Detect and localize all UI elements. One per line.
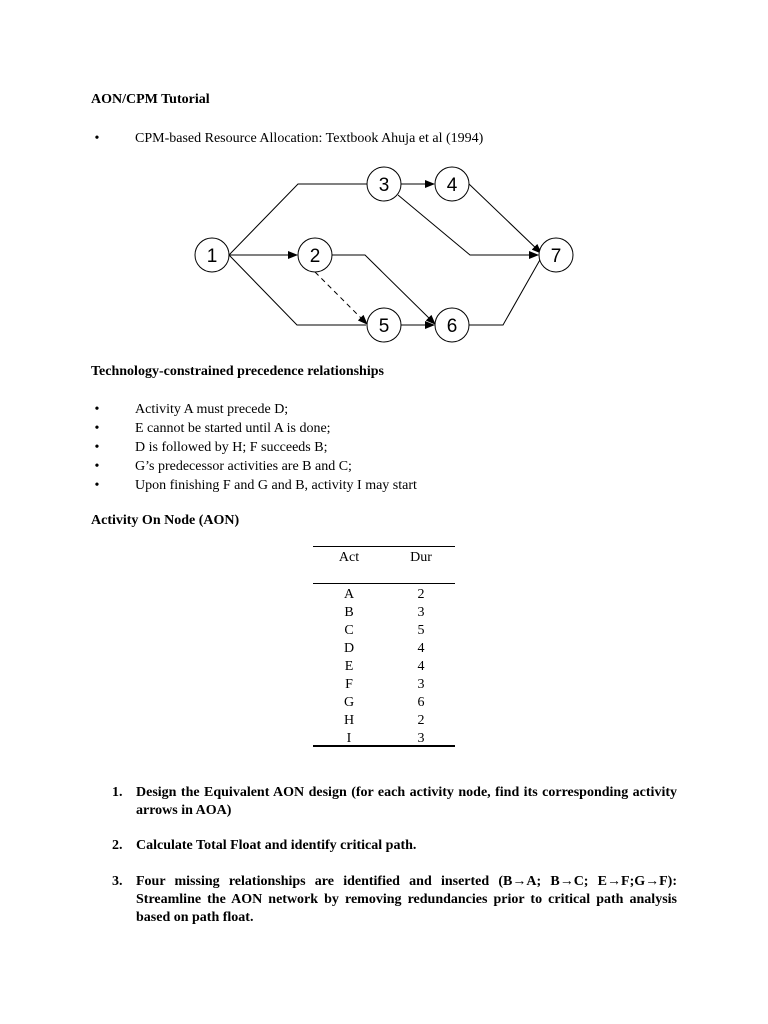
table-cell-act: F [345, 677, 353, 692]
node-4 [435, 167, 469, 201]
node-2 [298, 238, 332, 272]
node-5 [367, 308, 401, 342]
arrow-6-7 [469, 258, 541, 325]
svg-text:6: 6 [446, 316, 458, 337]
table-header-dur: Dur [410, 550, 432, 565]
table-cell-act: H [343, 713, 355, 728]
intro-bullet-text: CPM-based Resource Allocation: Textbook Ahuja et al (1994) [135, 131, 484, 146]
precedence-heading: Technology-constrained precedence relationships [91, 364, 384, 379]
arrow-2-5-dummy [315, 272, 367, 324]
page-title: AON/CPM Tutorial [91, 92, 210, 107]
question-text: Four missing relationships are identified and inserted (B→A; B→C; E→F;G→F): Streamline the AON network by removing redundancies prior to critical path analysis based on path float. [136, 874, 677, 925]
question-text: Calculate Total Float and identify critical path. [136, 838, 417, 853]
table-cell-act: G [343, 695, 355, 710]
svg-text:2: 2 [309, 246, 321, 267]
svg-text:5: 5 [378, 316, 390, 337]
table-cell-dur: 4 [417, 659, 425, 674]
table-cell-dur: 3 [417, 731, 425, 746]
table-cell-dur: 2 [417, 713, 425, 728]
table-top-rule [313, 546, 455, 547]
question-text: Design the Equivalent AON design (for each activity node, find its corresponding activity arrows in AOA) [136, 785, 677, 818]
activity-table [313, 546, 455, 746]
node-7 [539, 238, 573, 272]
table-cell-dur: 5 [417, 623, 425, 638]
question-number: 3. [112, 874, 123, 889]
node-6 [435, 308, 469, 342]
table-header-rule [313, 583, 455, 584]
table-cell-dur: 3 [417, 605, 425, 620]
question-item [112, 837, 677, 855]
bullet-glyph: • [94, 131, 100, 146]
table-cell-dur: 4 [417, 641, 425, 656]
question-number: 2. [112, 838, 123, 853]
table-cell-act: A [343, 587, 355, 602]
table-cell-act: C [344, 623, 354, 638]
question-number: 1. [112, 785, 123, 800]
arrow-1-5 [229, 255, 366, 325]
table-cell-dur: 2 [417, 587, 425, 602]
table-cell-act: B [344, 605, 354, 620]
aoa-network-diagram [0, 0, 768, 360]
question-item [112, 784, 677, 820]
table-cell-act: E [344, 659, 354, 674]
table-cell-act: I [346, 731, 352, 746]
table-bottom-rule [313, 745, 455, 747]
arrow-3-7 [398, 195, 538, 255]
arrow-4-7 [469, 184, 541, 253]
svg-text:1: 1 [206, 246, 218, 267]
svg-text:3: 3 [378, 175, 390, 196]
table-header-act: Act [338, 550, 360, 565]
svg-text:7: 7 [550, 246, 562, 267]
node-1 [195, 238, 229, 272]
node-3 [367, 167, 401, 201]
aon-heading: Activity On Node (AON) [91, 513, 240, 528]
question-item [112, 873, 677, 927]
svg-text:4: 4 [446, 175, 458, 196]
table-cell-dur: 6 [417, 695, 425, 710]
table-cell-dur: 3 [417, 677, 425, 692]
table-cell-act: D [343, 641, 355, 656]
arrow-1-3 [229, 184, 367, 255]
